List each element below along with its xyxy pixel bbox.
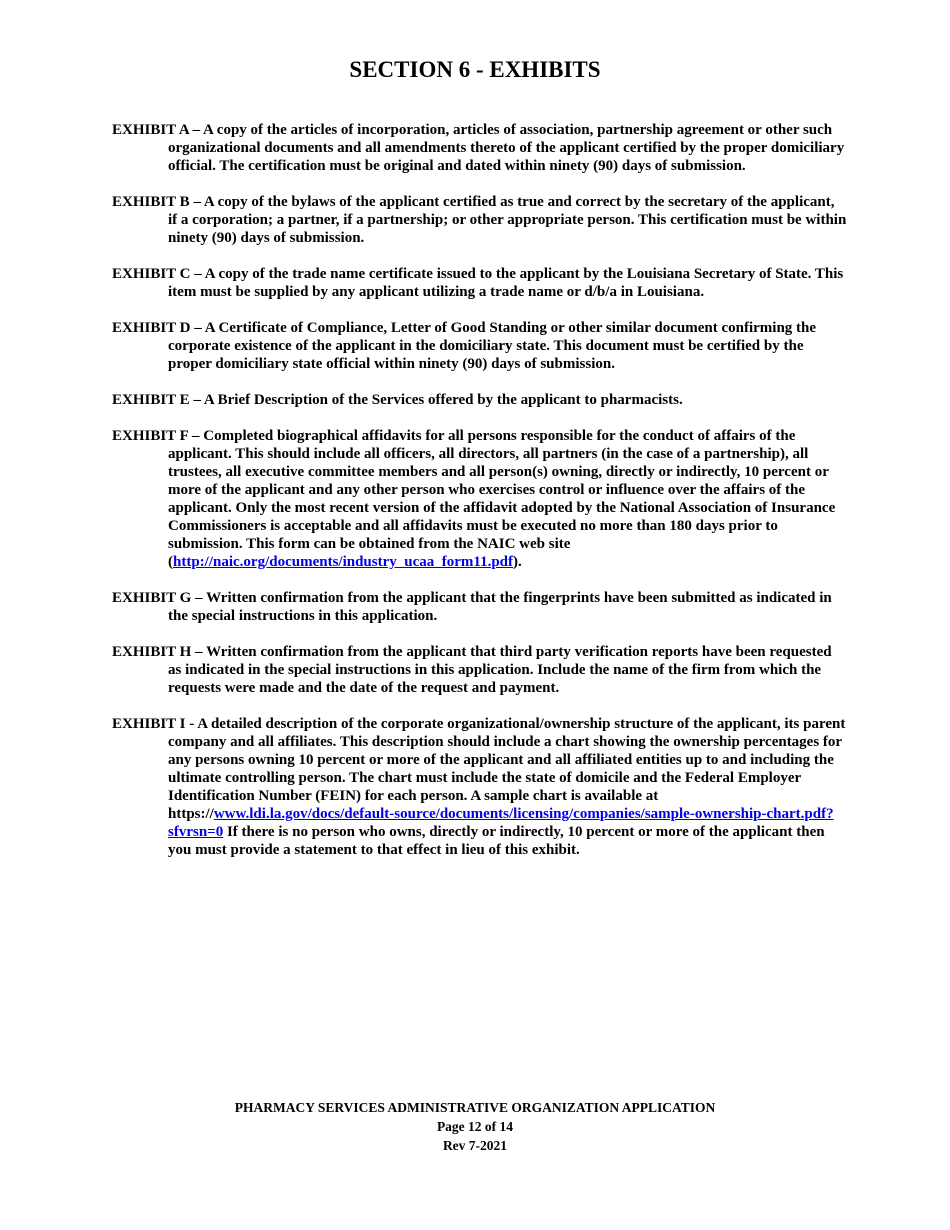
exhibit-d <box>112 319 847 373</box>
exhibit-label: EXHIBIT A <box>112 122 189 138</box>
exhibit-separator: – <box>191 590 207 606</box>
exhibit-label: EXHIBIT F <box>112 428 189 444</box>
exhibit-description: A detailed description of the corporate organizational/ownership structure of the applicant, its parent company and all affiliates. This description should include a chart showing the ownership percentages for any persons owning 10 percent or more of the applicant and all affiliated entities up to and including the ultimate controlling person. The chart must include the state of domicile and the Federal Employer Identification Number (FEIN) for each person. A sample chart is available at https:// <box>168 716 846 822</box>
exhibit-label: EXHIBIT H <box>112 644 192 660</box>
exhibit-label: EXHIBIT C <box>112 266 191 282</box>
page-footer <box>0 1098 950 1155</box>
exhibit-separator: – <box>190 266 205 282</box>
exhibit-description: A copy of the bylaws of the applicant certified as true and correct by the secretary of the applicant, if a corporation; a partner, if a partnership; or other appropriate person. This certification must be within ninety (90) days of submission. <box>168 194 847 246</box>
sample-chart-link[interactable]: www.ldi.la.gov/docs/default-source/documents/licensing/companies/sample-ownership-chart.pdf?sfvrsn=0 <box>168 806 834 840</box>
exhibit-separator: – <box>189 194 204 210</box>
exhibit-description: A Brief Description of the Services offered by the applicant to pharmacists. <box>203 392 683 408</box>
footer-revision: Rev 7-2021 <box>442 1138 508 1153</box>
exhibit-e <box>112 391 847 409</box>
link-close-paren: ). <box>513 554 522 570</box>
exhibit-label: EXHIBIT I <box>112 716 186 732</box>
exhibit-a <box>112 121 847 175</box>
footer-application-title: PHARMACY SERVICES ADMINISTRATIVE ORGANIZATION APPLICATION <box>234 1100 716 1115</box>
exhibit-separator: – <box>189 392 204 408</box>
naic-form-link[interactable]: http://naic.org/documents/industry_ucaa_form11.pdf <box>173 554 514 570</box>
exhibit-f <box>112 427 847 571</box>
exhibit-list <box>112 121 847 877</box>
exhibit-separator: – <box>190 320 205 336</box>
page-title: SECTION 6 - EXHIBITS <box>349 57 601 82</box>
exhibit-c <box>112 265 847 301</box>
exhibit-h <box>112 643 847 697</box>
link-open-paren: ( <box>168 554 173 570</box>
exhibit-description: A Certificate of Compliance, Letter of Good Standing or other similar document confirming the corporate existence of the applicant in the domiciliary state. This document must be certified by the proper domiciliary state official within ninety (90) days of submission. <box>168 320 817 372</box>
exhibit-description: A copy of the articles of incorporation, articles of association, partnership agreement or other such organizational documents and all amendments thereto of the applicant certified by the proper domiciliary official. The certification must be original and dated within ninety (90) days of submission. <box>168 122 845 174</box>
exhibit-description: Written confirmation from the applicant that third party verification reports have been requested as indicated in the special instructions in this application. Include the name of the firm from which the requests were made and the date of the request and payment. <box>168 644 832 696</box>
exhibit-label: EXHIBIT B <box>112 194 190 210</box>
exhibit-label: EXHIBIT G <box>112 590 192 606</box>
exhibit-b <box>112 193 847 247</box>
exhibit-description: Completed biographical affidavits for all persons responsible for the conduct of affairs of the applicant. This should include all officers, all directors, all partners (in the case of a partnership), all trustees, all executive committee members and all person(s) owning, directly or indirectly, 10 percent or more of the applicant and any other person who exercises control or influence over the affairs of the applicant. Only the most recent version of the affidavit adopted by the National Association of Insurance Commissioners is acceptable and all affidavits must be executed no more than 180 days prior to submission. This form can be obtained from the NAIC web site <box>168 428 836 552</box>
exhibit-description: Written confirmation from the applicant that the fingerprints have been submitted as indicated in the special instructions in this application. <box>168 590 832 624</box>
exhibit-separator: – <box>188 122 204 138</box>
exhibit-label: EXHIBIT D <box>112 320 191 336</box>
exhibit-i <box>112 715 847 859</box>
exhibit-separator: – <box>191 644 207 660</box>
exhibit-separator: - <box>185 716 198 732</box>
footer-page-number: Page 12 of 14 <box>436 1119 514 1134</box>
exhibit-description-continued: If there is no person who owns, directly or indirectly, 10 percent or more of the applicant then you must provide a statement to that effect in lieu of this exhibit. <box>168 824 825 858</box>
exhibit-g <box>112 589 847 625</box>
exhibit-label: EXHIBIT E <box>112 392 190 408</box>
exhibit-separator: – <box>188 428 204 444</box>
exhibit-description: A copy of the trade name certificate issued to the applicant by the Louisiana Secretary of State. This item must be supplied by any applicant utilizing a trade name or d/b/a in Louisiana. <box>168 266 844 300</box>
